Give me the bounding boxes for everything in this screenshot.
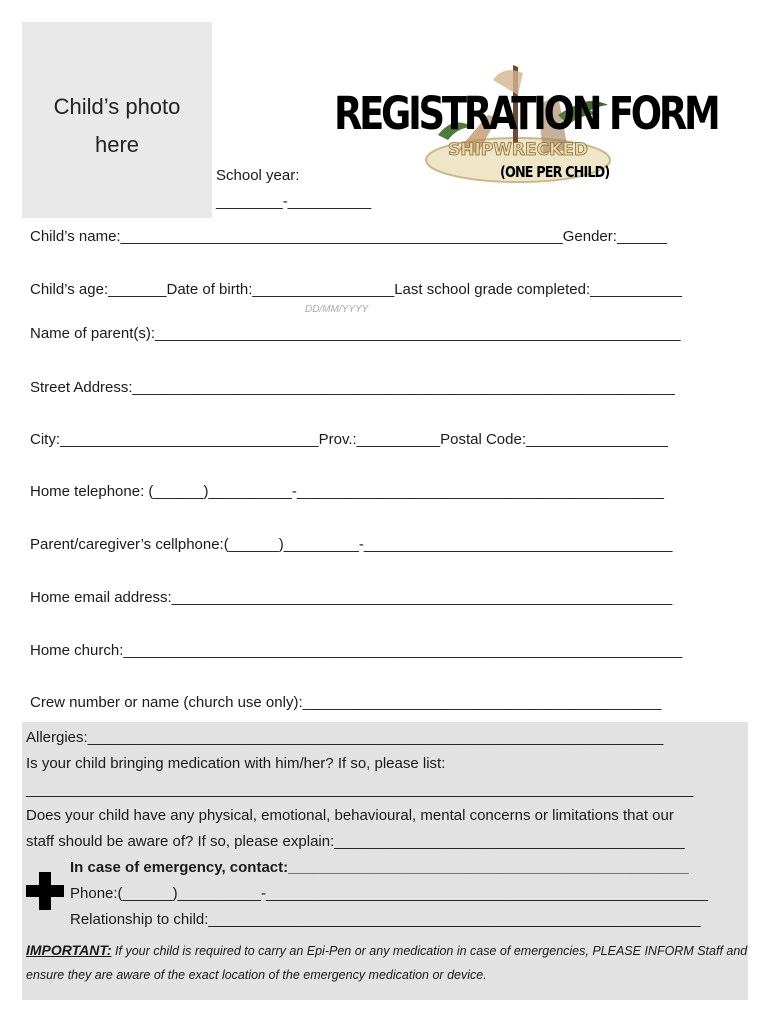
- parents-field[interactable]: Name of parent(s):_______________________________________________________________: [30, 325, 681, 342]
- school-year-blank[interactable]: ________-__________: [216, 193, 372, 210]
- childs-age-field[interactable]: Child’s age:_______Date of birth:_________________Last school grade completed:___________: [30, 281, 682, 298]
- photo-label: Child’s photo here: [53, 94, 181, 157]
- dob-hint: DD/MM/YYYY: [305, 304, 369, 315]
- photo-placeholder: [22, 22, 212, 218]
- important-note: [26, 938, 748, 987]
- home-telephone-field[interactable]: Home telephone: (______)__________-____________________________________________: [30, 483, 664, 500]
- emergency-contact-field[interactable]: In case of emergency, contact:________________________________________________: [70, 859, 689, 876]
- medication-question: Is your child bringing medication with him/her? If so, please list:: [26, 755, 446, 772]
- emergency-phone-field[interactable]: Phone:(______)__________-_____________________________________________________: [70, 885, 709, 902]
- home-church-field[interactable]: Home church:___________________________________________________________________: [30, 642, 683, 659]
- logo-text: SHIPWRECKED: [447, 140, 589, 160]
- medical-cross-icon: [26, 872, 64, 910]
- medical-section: [22, 722, 748, 1000]
- form-title: REGISTRATION FORM: [334, 87, 718, 140]
- city-field[interactable]: City:_______________________________Prov.:__________Postal Code:_________________: [30, 431, 668, 448]
- allergies-field[interactable]: Allergies:_____________________________________________________________________: [26, 729, 664, 746]
- form-subtitle: (ONE PER CHILD): [500, 163, 610, 181]
- relationship-field[interactable]: Relationship to child:___________________________________________________________: [70, 911, 701, 928]
- concerns-question: Does your child have any physical, emotional, behavioural, mental concerns or limitations that our: [26, 807, 674, 824]
- medication-blank[interactable]: ________________________________________________________________________________: [26, 781, 694, 798]
- street-address-field[interactable]: Street Address:_________________________________________________________________: [30, 379, 675, 396]
- concerns-field[interactable]: staff should be aware of? If so, please explain:__________________________________________: [26, 833, 685, 850]
- childs-name-field[interactable]: Child’s name:_____________________________________________________Gender:______: [30, 228, 667, 245]
- crew-field[interactable]: Crew number or name (church use only):___________________________________________: [30, 694, 662, 711]
- important-label: IMPORTANT:: [26, 942, 112, 958]
- title-block: [330, 55, 718, 195]
- email-field[interactable]: Home email address:____________________________________________________________: [30, 589, 673, 606]
- school-year-label: School year:: [216, 167, 300, 184]
- cellphone-field[interactable]: Parent/caregiver’s cellphone:(______)_________-_____________________________________: [30, 536, 673, 553]
- important-text: If your child is required to carry an Epi-Pen or any medication in case of emergencies, PLEASE INFORM Staff and ensure they are aware of the exact location of the emergency medication or device.: [26, 944, 748, 982]
